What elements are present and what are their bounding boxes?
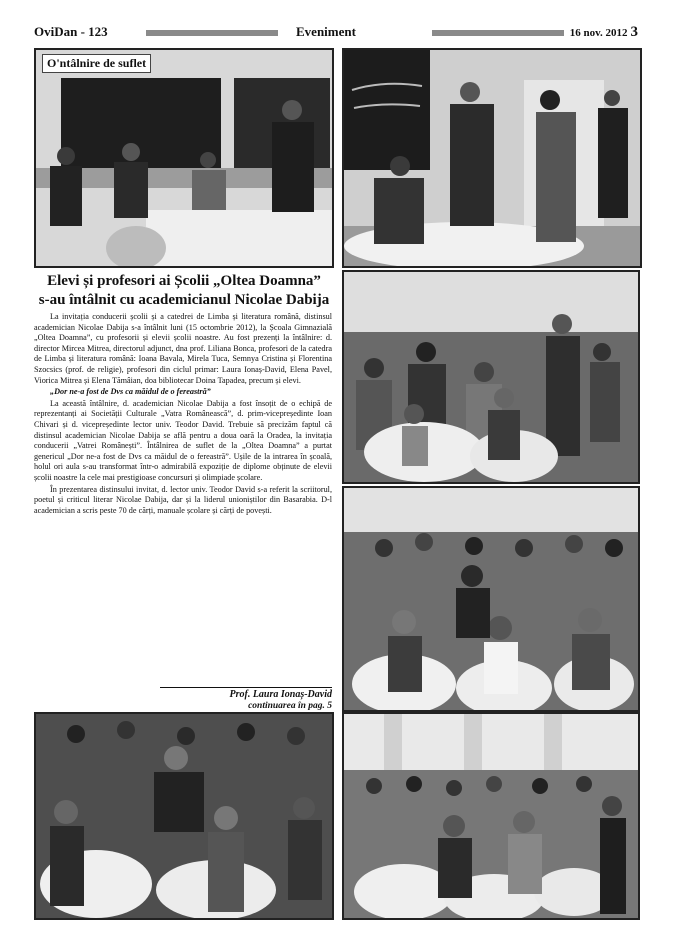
continuation-note: continuarea în pag. 5 <box>248 701 332 711</box>
article-title-line-2: s-au întâlnit cu academicianul Nicolae Dabija <box>38 292 330 308</box>
photo-audience-2 <box>342 486 640 712</box>
article-signature: Prof. Laura Ionaș-David <box>229 689 332 700</box>
publication-name: OviDan - 123 <box>34 24 108 39</box>
photo-audience-2-image <box>344 488 638 710</box>
article-title <box>34 272 334 310</box>
article-paragraph-3: În prezentarea distinsului invitat, d. lector univ. Teodor David s-a referit la scriitorul, poetul și criticul literar Nicolae Dabija, dar și la liderul unioniștilor din Basarabia. D-l academician a scris peste 70 de cărți, manuale școlare și cărți de povești. <box>34 484 332 515</box>
photo-diploma-handover <box>342 48 642 268</box>
article-paragraph-1: La invitația conducerii școlii și a catedrei de Limba și literatura română, distinsul academician Nicolae Dabija s-a întâlnit luni (15 octombrie 2012), la Școala Gimnazială „Oltea Doamna”, cu profesorii și elevii școlii noastre. Au fost prezenți la întâlnire: d. director Mircea Mitrea, directorul adjunct, dna prof. Liliana Bonca, profesori de la catedra de Limba și literatura română: Ioana Bavala, Mirela Tuca, Semnya Cristina și Florentina Szocsics (prof. de religie), profesori din ciclul primar: Laura Ionaș-David, Elena Pavel, Viorica Mitrea și Elena Tămâian, doa bibliotecar Doina Tapadea, precum și elevi. <box>34 312 332 385</box>
photo-audience-1 <box>342 270 640 484</box>
header-rule-left <box>146 30 278 36</box>
header-rule-right <box>432 30 564 36</box>
section-name: Eveniment <box>296 24 356 39</box>
photo-diploma-handover-image <box>344 50 640 266</box>
photo-hall-audience <box>342 712 640 920</box>
issue-date-and-page <box>570 24 638 41</box>
photo-panel-table <box>34 48 334 268</box>
photo-caption: O'ntâlnire de suflet <box>42 54 151 73</box>
photo-audience-3 <box>34 712 334 920</box>
signature-rule <box>160 687 332 688</box>
article-subheading: „Dor ne-a fost de Dvs ca măidul de o fereastră” <box>50 387 211 397</box>
article-paragraph-2: La această întâlnire, d. academician Nicolae Dabija a fost însoțit de o echipă de reprezentanți ai Societății Culturale „Vatra Românească”, d. prim-vicepreședinte Ioan Chivari și d. vicepreședinte lector univ. Teodor David. Trebuie să precizăm faptul că distinsul academician Nicolae Dabija se află pentru a doua oară la Oradea, la invitația conducerii „Vatrei Românești”. Întâlnirea de suflet de la „Oltea Doamna” a purtat genericul „Dor ne-a fost de Dvs ca măidul de o fereastră”. Ușile de la intrarea în școală, holul ori aula s-au transformat într-o admirabilă expoziție de diplome obținute de elevii școlii noastre la cele mai prestigioase concursuri și olimpiade școlare. <box>34 398 332 482</box>
article-title-line-1: Elevi și profesori ai Școlii „Oltea Doamna” <box>47 273 321 289</box>
photo-audience-3-image <box>36 714 332 918</box>
photo-panel-table-image <box>36 50 332 266</box>
photo-hall-audience-image <box>344 714 638 918</box>
article-body <box>34 312 332 517</box>
page-number: 3 <box>630 24 638 40</box>
page-header <box>34 24 638 44</box>
issue-date: 16 nov. 2012 <box>569 27 628 39</box>
photo-audience-1-image <box>344 272 638 482</box>
